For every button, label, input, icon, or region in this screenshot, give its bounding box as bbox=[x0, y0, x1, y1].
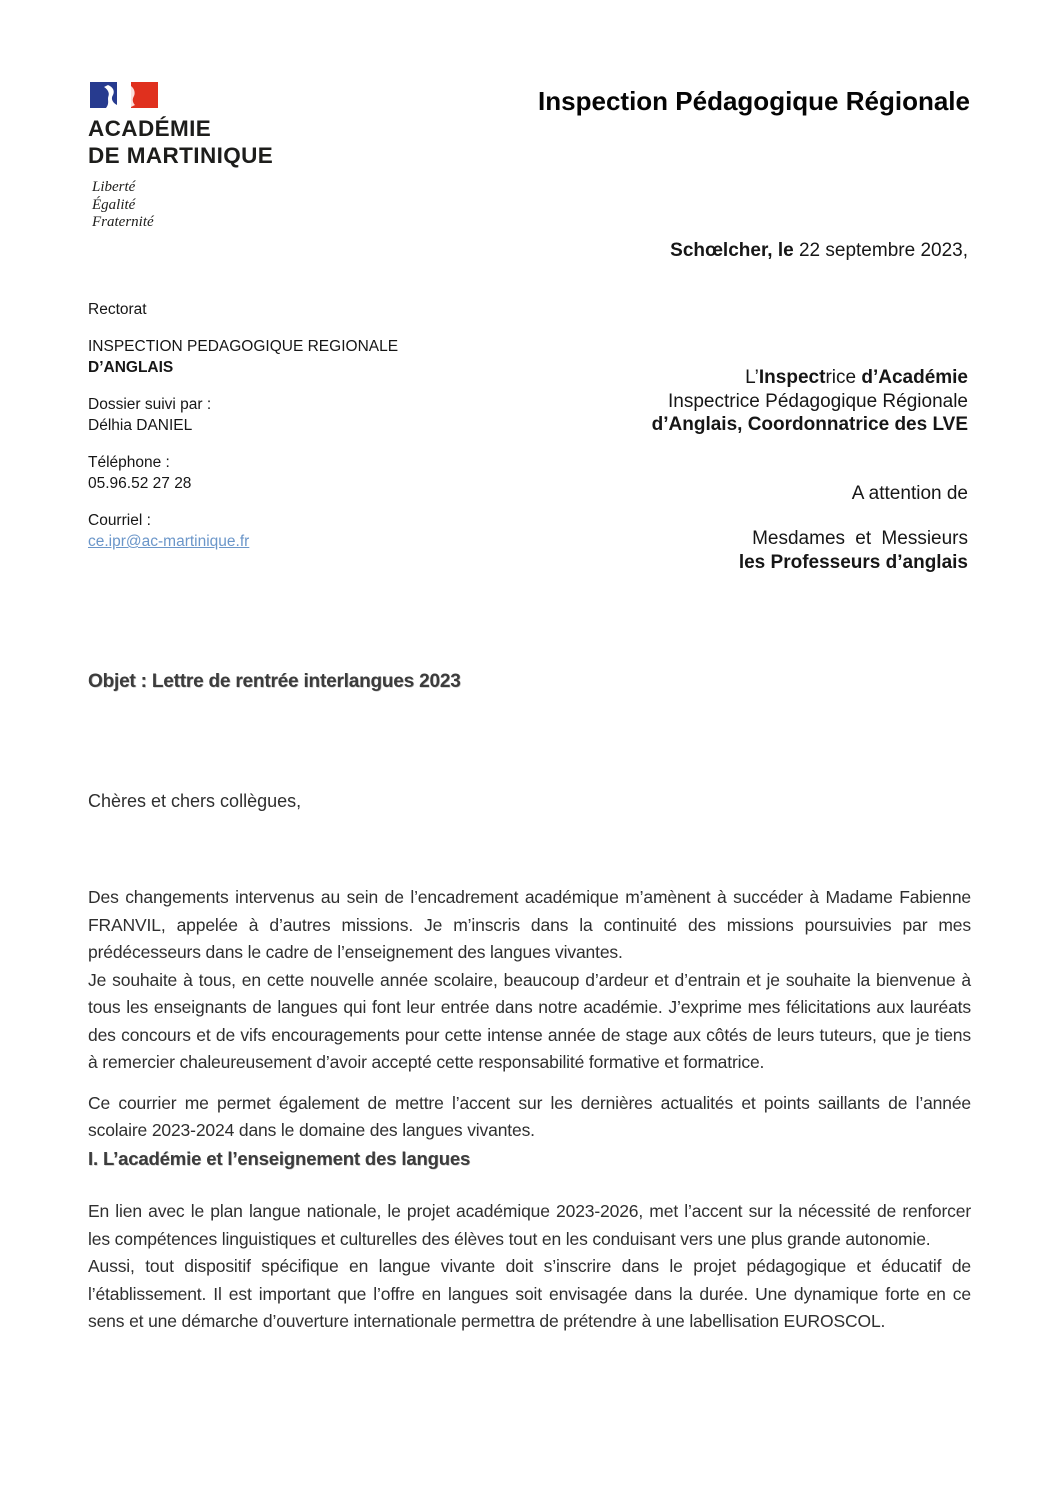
contact-label: Dossier suivi par : bbox=[88, 395, 212, 413]
phone-label: Téléphone : bbox=[88, 453, 170, 471]
place-label: Schœlcher, le bbox=[670, 240, 794, 261]
sender-department bbox=[88, 336, 398, 379]
french-flag-marianne-icon bbox=[90, 82, 158, 108]
sender-email bbox=[88, 510, 398, 553]
subject-line: Objet : Lettre de rentrée interlangues 2023 bbox=[88, 671, 461, 692]
addressee-title-line1 bbox=[652, 366, 968, 390]
sender-department-line2: D’ANGLAIS bbox=[88, 359, 174, 376]
phone-value: 05.96.52 27 28 bbox=[88, 475, 192, 492]
paragraph-5: Aussi, tout dispositif spécifique en langue vivante doit s’inscrire dans le projet pédagogique et éducatif de l’établissement. Il est important que l’offre en langues soit envisagée dans la durée. Une dynamique forte en ce sens et une démarche d’ouverture internationale permettra de prétendre à une labellisation EUROSCOL. bbox=[88, 1256, 971, 1331]
sender-block bbox=[88, 299, 398, 568]
paragraph-3: Ce courrier me permet également de mettre l’accent sur les dernières actualités et points saillants de l’année scolaire 2023-2024 dans le domaine des langues vivantes. bbox=[88, 1092, 971, 1140]
section-heading-1: I. L’académie et l’enseignement des langues bbox=[88, 1147, 471, 1169]
sender-service: Rectorat bbox=[88, 301, 147, 318]
date-value: 22 septembre 2023, bbox=[793, 240, 968, 261]
paragraph-2: Je souhaite à tous, en cette nouvelle année scolaire, beaucoup d’ardeur et d’entrain et je souhaite la bienvenue à tous les enseignants de langues qui font leur entrée dans notre académie. J’exprime mes félicitations aux lauréats des concours et de vifs encouragements pour cette intense année de stage aux côtés de leurs tuteurs, que je tiens à remercier chaleureusement d’avoir accepté cette responsabilité formative et formatrice. bbox=[88, 969, 971, 1072]
motto-liberte: Liberté bbox=[92, 179, 136, 195]
motto-egalite: Égalité bbox=[92, 196, 136, 213]
recipients-block bbox=[652, 527, 968, 574]
motto-fraternite: Fraternité bbox=[92, 214, 154, 230]
academie-name-line2: DE MARTINIQUE bbox=[88, 143, 274, 168]
sender-contact bbox=[88, 394, 398, 437]
email-label: Courriel : bbox=[88, 511, 151, 529]
attention-line: A attention de bbox=[851, 482, 968, 504]
academie-name-line1: ACADÉMIE bbox=[88, 116, 212, 141]
addressee-title-line2: Inspectrice Pédagogique Régionale bbox=[668, 390, 968, 412]
document-title: Inspection Pédagogique Régionale bbox=[538, 86, 970, 116]
paragraph-1: Des changements intervenus au sein de l’encadrement académique m’amènent à succéder à Madame Fabienne FRANVIL, appelée à d’autres missions. Je m’inscris dans la continuité des missions poursuivies par mes prédécesseurs dans le cadre de l’enseignement des langues vivantes. bbox=[88, 887, 971, 962]
recipients-line2: les Professeurs d’anglais bbox=[738, 551, 968, 573]
republic-motto bbox=[92, 179, 273, 232]
email-link[interactable]: ce.ipr@ac-martinique.fr bbox=[88, 533, 250, 550]
recipients-line1: Mesdames et Messieurs bbox=[752, 528, 968, 549]
addressee-line1-part2: Inspect bbox=[758, 367, 826, 388]
letter-body bbox=[88, 884, 971, 1336]
academie-logo bbox=[88, 82, 273, 232]
contact-name: Délhia DANIEL bbox=[88, 417, 193, 434]
paragraph-4: En lien avec le plan langue nationale, le projet académique 2023-2026, met l’accent sur la nécessité de renforcer les compétences linguistiques et culturelles des élèves tout en les conduisant vers une plus grande autonomie. bbox=[88, 1201, 971, 1249]
place-date-line bbox=[670, 240, 968, 262]
salutation: Chères et chers collègues, bbox=[88, 791, 302, 811]
addressee-line1-part4: d’Académie bbox=[861, 367, 968, 388]
addressee-title-line3: d’Anglais, Coordonnatrice des LVE bbox=[651, 414, 968, 435]
addressee-line1-part3: rice bbox=[825, 367, 862, 388]
addressee-line1-part1: L’ bbox=[745, 367, 759, 388]
sender-department-line1: INSPECTION PEDAGOGIQUE REGIONALE bbox=[88, 337, 399, 355]
sender-phone bbox=[88, 452, 398, 495]
addressee-block bbox=[652, 366, 968, 574]
